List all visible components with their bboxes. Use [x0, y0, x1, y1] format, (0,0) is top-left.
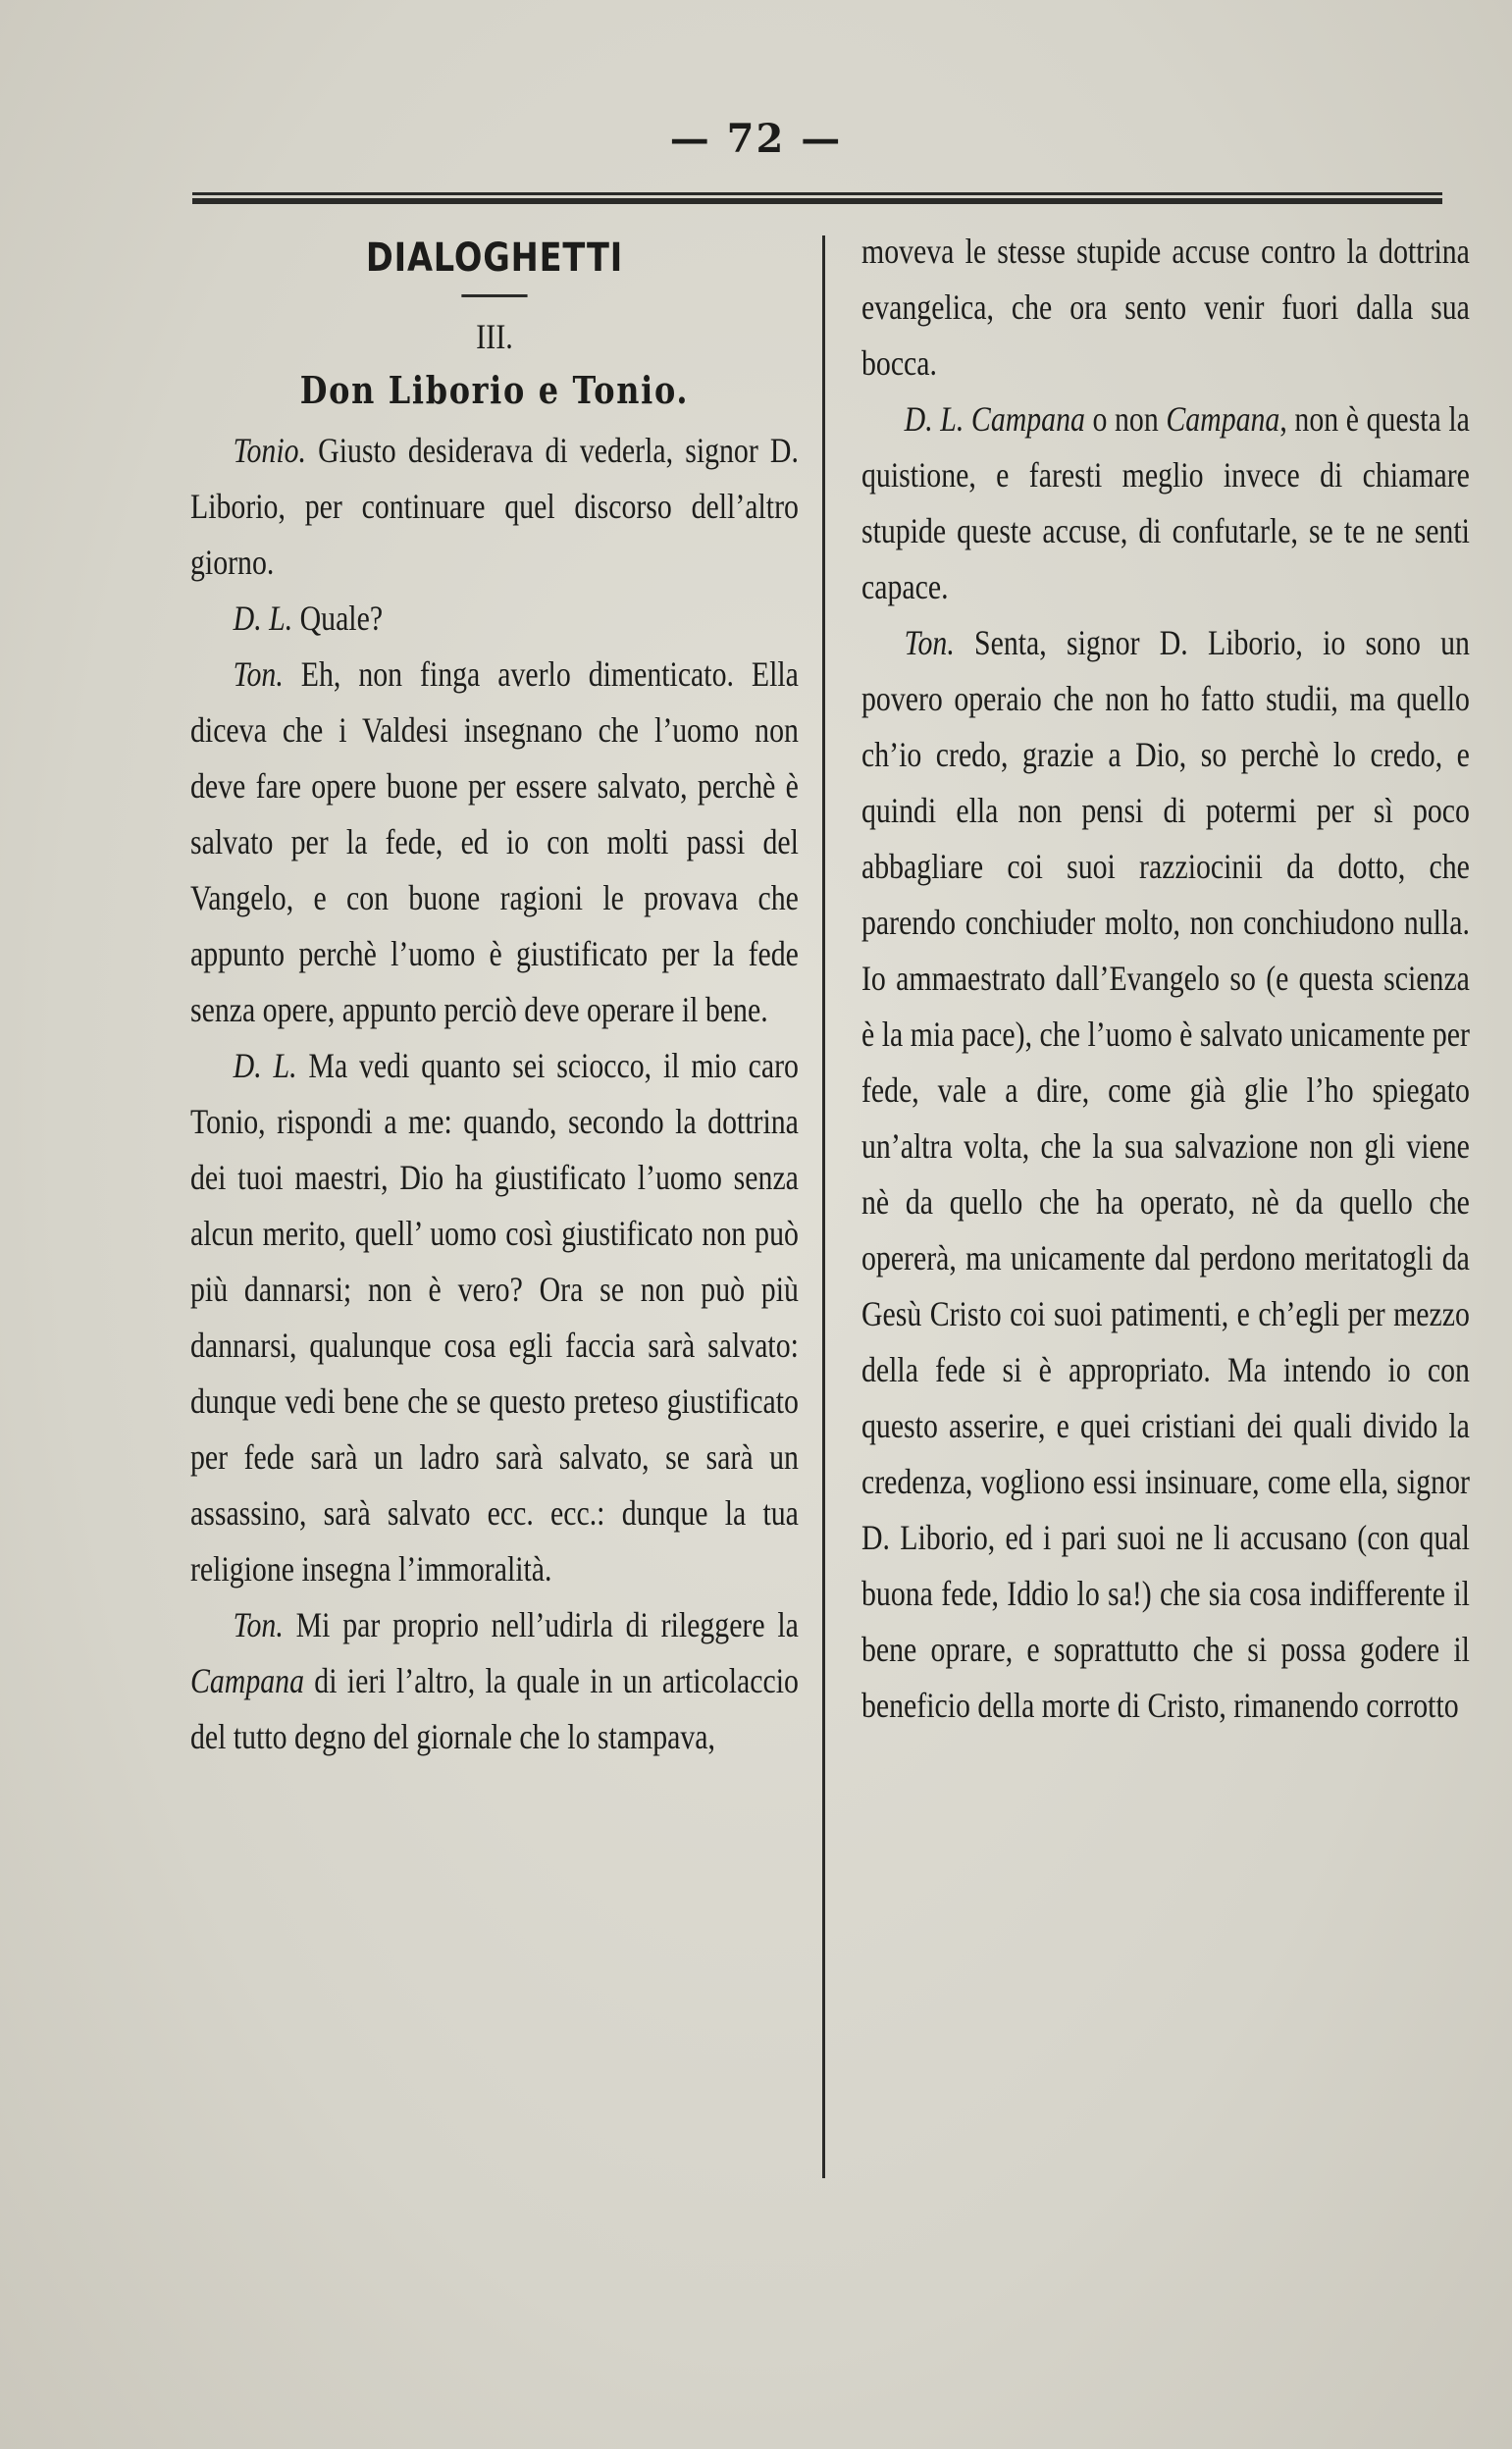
speaker-name: D. L. — [233, 1046, 297, 1085]
dialogue-title: Don Liborio e Tonio. — [299, 368, 690, 412]
paragraph-text: Eh, non finga averlo dimenticato. Ella diceva che i Valdesi insegnano che l’uomo non deve fare opere buone per essere salvato, perchè è salvato per la fede, ed io con molti passi del Vangelo, e con buone ragioni le provava che appunto perchè l’uomo è giustificato per la fede senza opere, appunto perciò deve operare il bene. — [190, 654, 799, 1029]
newspaper-title: Campana — [1166, 399, 1280, 439]
speaker-name: D. L. — [233, 599, 293, 638]
paragraph — [861, 615, 1470, 1734]
paragraph-continued: moveva le stesse stupide accuse contro la dottrina evangelica, che ora sento venir fuori dalla sua bocca. — [861, 232, 1470, 383]
page-number: — 72 — — [669, 116, 843, 162]
paragraph-text: Giusto desiderava di vederla, signor D. Liborio, per continuare quel discorso dell’altro giorno. — [190, 431, 799, 582]
paragraph-text: , non è questa la quistione, e faresti meglio invece di chiamare stupide queste accuse, di confutarle, se te ne senti capace. — [861, 399, 1470, 606]
paragraph — [190, 591, 799, 647]
speaker-name: D. L. — [904, 399, 965, 439]
heading-rule — [461, 294, 527, 297]
column-divider — [822, 235, 825, 2178]
header-rule — [192, 192, 1442, 204]
paragraph-text: o non — [1084, 399, 1167, 439]
paragraph — [190, 1597, 799, 1765]
speaker-name: Ton. — [233, 1605, 284, 1644]
dialogue-number: III. — [476, 317, 513, 356]
newspaper-title: Campana — [964, 399, 1085, 439]
paragraph — [190, 647, 799, 1038]
paragraph — [861, 391, 1470, 615]
speaker-name: Tonio. — [233, 431, 307, 470]
section-heading: DIALOGHETTI — [365, 235, 624, 281]
newspaper-title: Campana — [190, 1661, 304, 1700]
paragraph-text: Ma vedi quanto sei sciocco, il mio caro Tonio, rispondi a me: quando, secondo la dottrina dei tuoi maestri, Dio ha giustificato l’uomo senza alcun merito, quell’ uomo così giustificato non può più dannarsi; non è vero? Ora se non può più dannarsi, qualunque cosa egli faccia sarà salvato: dunque vedi bene che se questo preteso giustificato per fede sarà un ladro sarà salvato, se sarà un assassino, sarà salvato ecc. ecc.: dunque la tua religione insegna l’immoralità. — [190, 1046, 799, 1589]
paragraph-text: Quale? — [292, 599, 384, 638]
speaker-name: Ton. — [904, 623, 955, 662]
paragraph — [190, 423, 799, 591]
paragraph — [190, 1038, 799, 1597]
paragraph-text: di ieri l’altro, la quale in un articolaccio del tutto degno del giornale che lo stampava, — [190, 1661, 799, 1756]
paragraph-text: Senta, signor D. Liborio, io sono un povero operaio che non ho fatto studii, ma quello ch’io credo, grazie a Dio, so perchè lo credo, e quindi ella non pensi di potermi per sì poco abbagliare coi suoi razziocinii da dotto, che parendo conchiuder molto, non conchiudono nulla. Io ammaestrato dall’Evangelo so (e questa scienza è la mia pace), che l’uomo è salvato unicamente per fede, vale a dire, come già glie l’ho spiegato un’altra volta, che la sua salvazione non gli viene nè da quello che ha operato, nè da quello che opererà, ma unicamente dal perdono meritatogli da Gesù Cristo coi suoi patimenti, e ch’egli per mezzo della fede si è appropriato. Ma intendo io con questo asserire, e quei cristiani dei quali divido la credenza, vogliono essi insinuare, come ella, signor D. Liborio, ed i pari suoi ne li accusano (con qual buona fede, Iddio lo sa!) che sia cosa indifferente il bene oprare, e soprattutto che si possa godere il beneficio della morte di Cristo, rimanendo corrotto — [861, 623, 1470, 1725]
paragraph-text: Mi par proprio nell’udirla di rileggere la — [283, 1605, 799, 1644]
speaker-name: Ton. — [233, 654, 284, 694]
left-column — [190, 224, 799, 1765]
right-column — [861, 224, 1470, 1734]
